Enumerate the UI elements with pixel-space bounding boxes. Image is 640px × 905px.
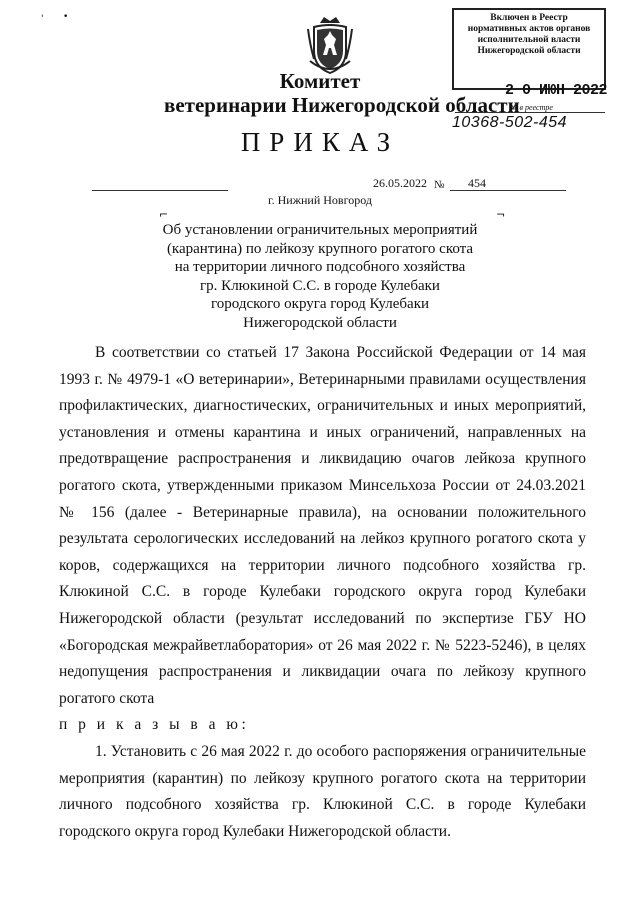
subject-line: на территории личного подсобного хозяйства xyxy=(174,259,466,275)
stamp-registry-caption: № в реестре xyxy=(510,103,553,112)
number-underline xyxy=(450,190,566,191)
document-city: г. Нижний Новгород xyxy=(268,193,372,207)
stamp-date: 2 0 ИЮН 2022 xyxy=(505,82,608,99)
scan-mark-2: • xyxy=(63,12,69,22)
org-name-line-2: ветеринарии Нижегородской области xyxy=(164,93,520,117)
subject-line: городского округа город Кулебаки xyxy=(210,296,430,312)
stamp-line-3: исполнительной власти xyxy=(477,35,581,45)
number-sign: № xyxy=(434,179,445,191)
document-body xyxy=(59,340,586,845)
document-date: 26.05.2022 xyxy=(373,176,427,190)
subject-line: гр. Клюкиной С.С. в городе Кулебаки xyxy=(200,277,440,294)
date-underline-left xyxy=(92,190,228,191)
subject-line: Об установлении ограничительных мероприятий xyxy=(162,222,478,238)
subject-line: Нижегородской области xyxy=(243,314,397,331)
org-name-line-1: Комитет xyxy=(279,69,361,93)
stamp-line-2: нормативных актов органов xyxy=(467,24,591,34)
order-item-1: 1. Установить с 26 мая 2022 г. до особого распоряжения ограничительные мероприятия (карантин) по лейкозу крупного рогатого скота на территории личного подсобного хозяйства гр. Клюкиной С.С. в городе Кулебаки городского округа город Кулебаки Нижегородской области. xyxy=(59,742,586,840)
coat-of-arms-emblem xyxy=(306,15,354,77)
subject-corner-open: ⌐ xyxy=(159,208,169,221)
document-type-title: ПРИКАЗ xyxy=(240,127,400,157)
stamp-line-4: Нижегородской области xyxy=(477,46,581,56)
decree-word: п р и к а з ы в а ю: xyxy=(59,716,250,734)
scan-mark-1: ' xyxy=(41,14,44,24)
document-subject xyxy=(150,221,490,332)
subject-corner-close: ¬ xyxy=(496,208,506,221)
preamble-paragraph: В соответствии со статьей 17 Закона Российской Федерации от 14 мая 1993 г. № 4979-1 «О ветеринарии», Ветеринарными правилами осуществления профилактических, диагностических, ограничительных и иных мероприятий, установления и отмены карантина и иных ограничений, направленных на предотвращение распространения и ликвидацию очагов лейкоза крупного рогатого скота, утвержденными приказом Минсельхоза России от 24.03.2021 № 156 (далее - Ветеринарные правила), на основании положительного результата серологических исследований на лейкоз крупного рогатого скота у коров, содержащихся на территории личного подсобного хозяйства гр. Клюкиной С.С. в городе Кулебаки городского округа город Кулебаки Нижегородской области (результат исследований по экспертизе ГБУ НО «Богородская межрайветлаборатория» от 26 мая 2022 г. № 5223-5246), в целях недопущения распространения и ликвидации очага по лейкозу крупного рогатого скота xyxy=(59,344,586,707)
stamp-line-1: Включен в Реестр xyxy=(490,13,568,23)
stamp-registry-number: 10368-502-454 xyxy=(452,114,568,131)
document-number: 454 xyxy=(468,176,486,190)
subject-line: (карантина) по лейкозу крупного рогатого скота xyxy=(166,240,474,257)
